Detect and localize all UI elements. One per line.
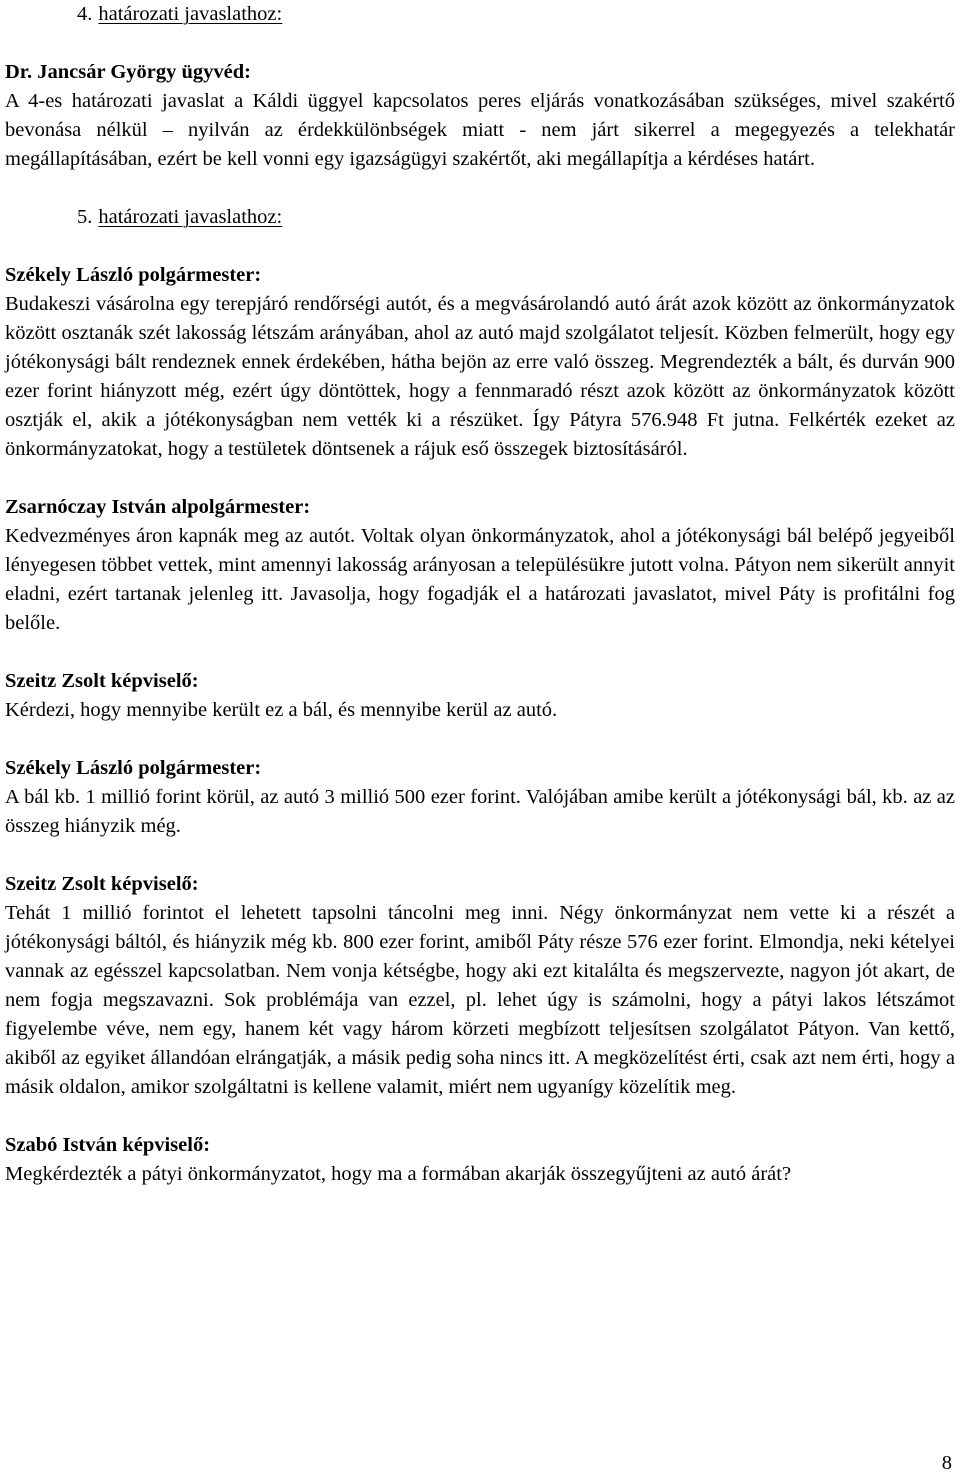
statement-text: Budakeszi vásárolna egy terepjáró rendőrségi autót, és a megvásárolandó autó árát azok között az önkormányzatok között osztanák szét lakosság létszám arányában, ahol az autó majd szolgálatot teljesít. Közben felmerült, hogy egy jótékonysági bált rendeznek ennek érdekében, hátha bejön az erre való összeg. Megrendezték a bált, és durván 900 ezer forint hiányzott még, ezért úgy döntöttek, hogy a fennmaradó részt azok között az önkormányzatok között osztják el, akik a jótékonyságban nem vették ki a részüket. Így Pátyra 576.948 Ft jutna. Felkérték ezeket az önkormányzatokat, hogy a testületek döntsenek a rájuk eső összegek biztosításáról. [5, 293, 955, 460]
statement [5, 1131, 955, 1189]
statement [5, 58, 955, 174]
speaker-name: Szeitz Zsolt képviselő: [5, 873, 199, 895]
section-heading-5 [77, 203, 955, 232]
document-page [5, 0, 955, 1218]
section-title: határozati javaslathoz: [98, 206, 283, 228]
statement [5, 261, 955, 464]
page-number: 8 [941, 1452, 952, 1474]
statement [5, 754, 955, 841]
speaker-name: Szeitz Zsolt képviselő: [5, 670, 199, 692]
statement-text: Megkérdezték a pátyi önkormányzatot, hogy ma a formában akarják összegyűjteni az autó árát? [5, 1163, 792, 1185]
statement-text: Tehát 1 millió forintot el lehetett tapsolni táncolni meg inni. Négy önkormányzat nem vette ki a részét a jótékonysági báltól, és hiányzik még kb. 800 ezer forint, amiből Páty része 576 ezer forint. Elmondja, neki kételyei vannak az egésszel kapcsolatban. Nem vonja kétségbe, hogy aki ezt kitalálta és megszervezte, nagyon jót akart, de nem fogja megszavazni. Sok problémája van ezzel, pl. lehet úgy is számolni, hogy a pátyi lakos létszámot figyelembe véve, nem egy, hanem két vagy három körzeti megbízott teljesítsen szolgálatot Pátyon. Van kettő, akiből az egyiket állandóan elrángatják, a másik pedig soha nincs itt. A megközelítést érti, csak azt nem érti, hogy a másik oldalon, amikor szolgáltatni is kellene valamit, miért nem ugyanígy közelítik meg. [5, 902, 955, 1098]
speaker-name: Zsarnóczay István alpolgármester: [5, 496, 311, 518]
speaker-name: Székely László polgármester: [5, 757, 262, 779]
speaker-name: Dr. Jancsár György ügyvéd: [5, 61, 251, 83]
statement-text: Kérdezi, hogy mennyibe került ez a bál, és mennyibe kerül az autó. [5, 699, 558, 721]
section-heading-4 [77, 0, 955, 29]
speaker-name: Székely László polgármester: [5, 264, 262, 286]
statement-text: A 4-es határozati javaslat a Káldi üggyel kapcsolatos peres eljárás vonatkozásában szükséges, mivel szakértő bevonása nélkül – nyilván az érdekkülönbségek miatt - nem járt sikerrel a megegyezés a telekhatár megállapításában, ezért be kell vonni egy igazságügyi szakértőt, aki megállapítja a kérdéses határt. [5, 90, 955, 170]
statement-text: Kedvezményes áron kapnák meg az autót. Voltak olyan önkormányzatok, ahol a jótékonysági bál belépő jegyeiből lényegesen többet vettek, mint amennyi lakosság arányosan a településükre jutott volna. Pátyon nem sikerült annyit eladni, ezért tartanak jelenleg itt. Javasolja, hogy fogadják el a határozati javaslatot, mivel Páty is profitálni fog belőle. [5, 525, 955, 634]
statement [5, 493, 955, 638]
section-number: 4. [77, 3, 93, 25]
statement-text: A bál kb. 1 millió forint körül, az autó 3 millió 500 ezer forint. Valójában amibe került a jótékonysági bál, kb. az az összeg hiányzik még. [5, 786, 955, 837]
statement [5, 870, 955, 1102]
section-title: határozati javaslathoz: [98, 3, 283, 25]
speaker-name: Szabó István képviselő: [5, 1134, 211, 1156]
statement [5, 667, 955, 725]
section-number: 5. [77, 206, 93, 228]
